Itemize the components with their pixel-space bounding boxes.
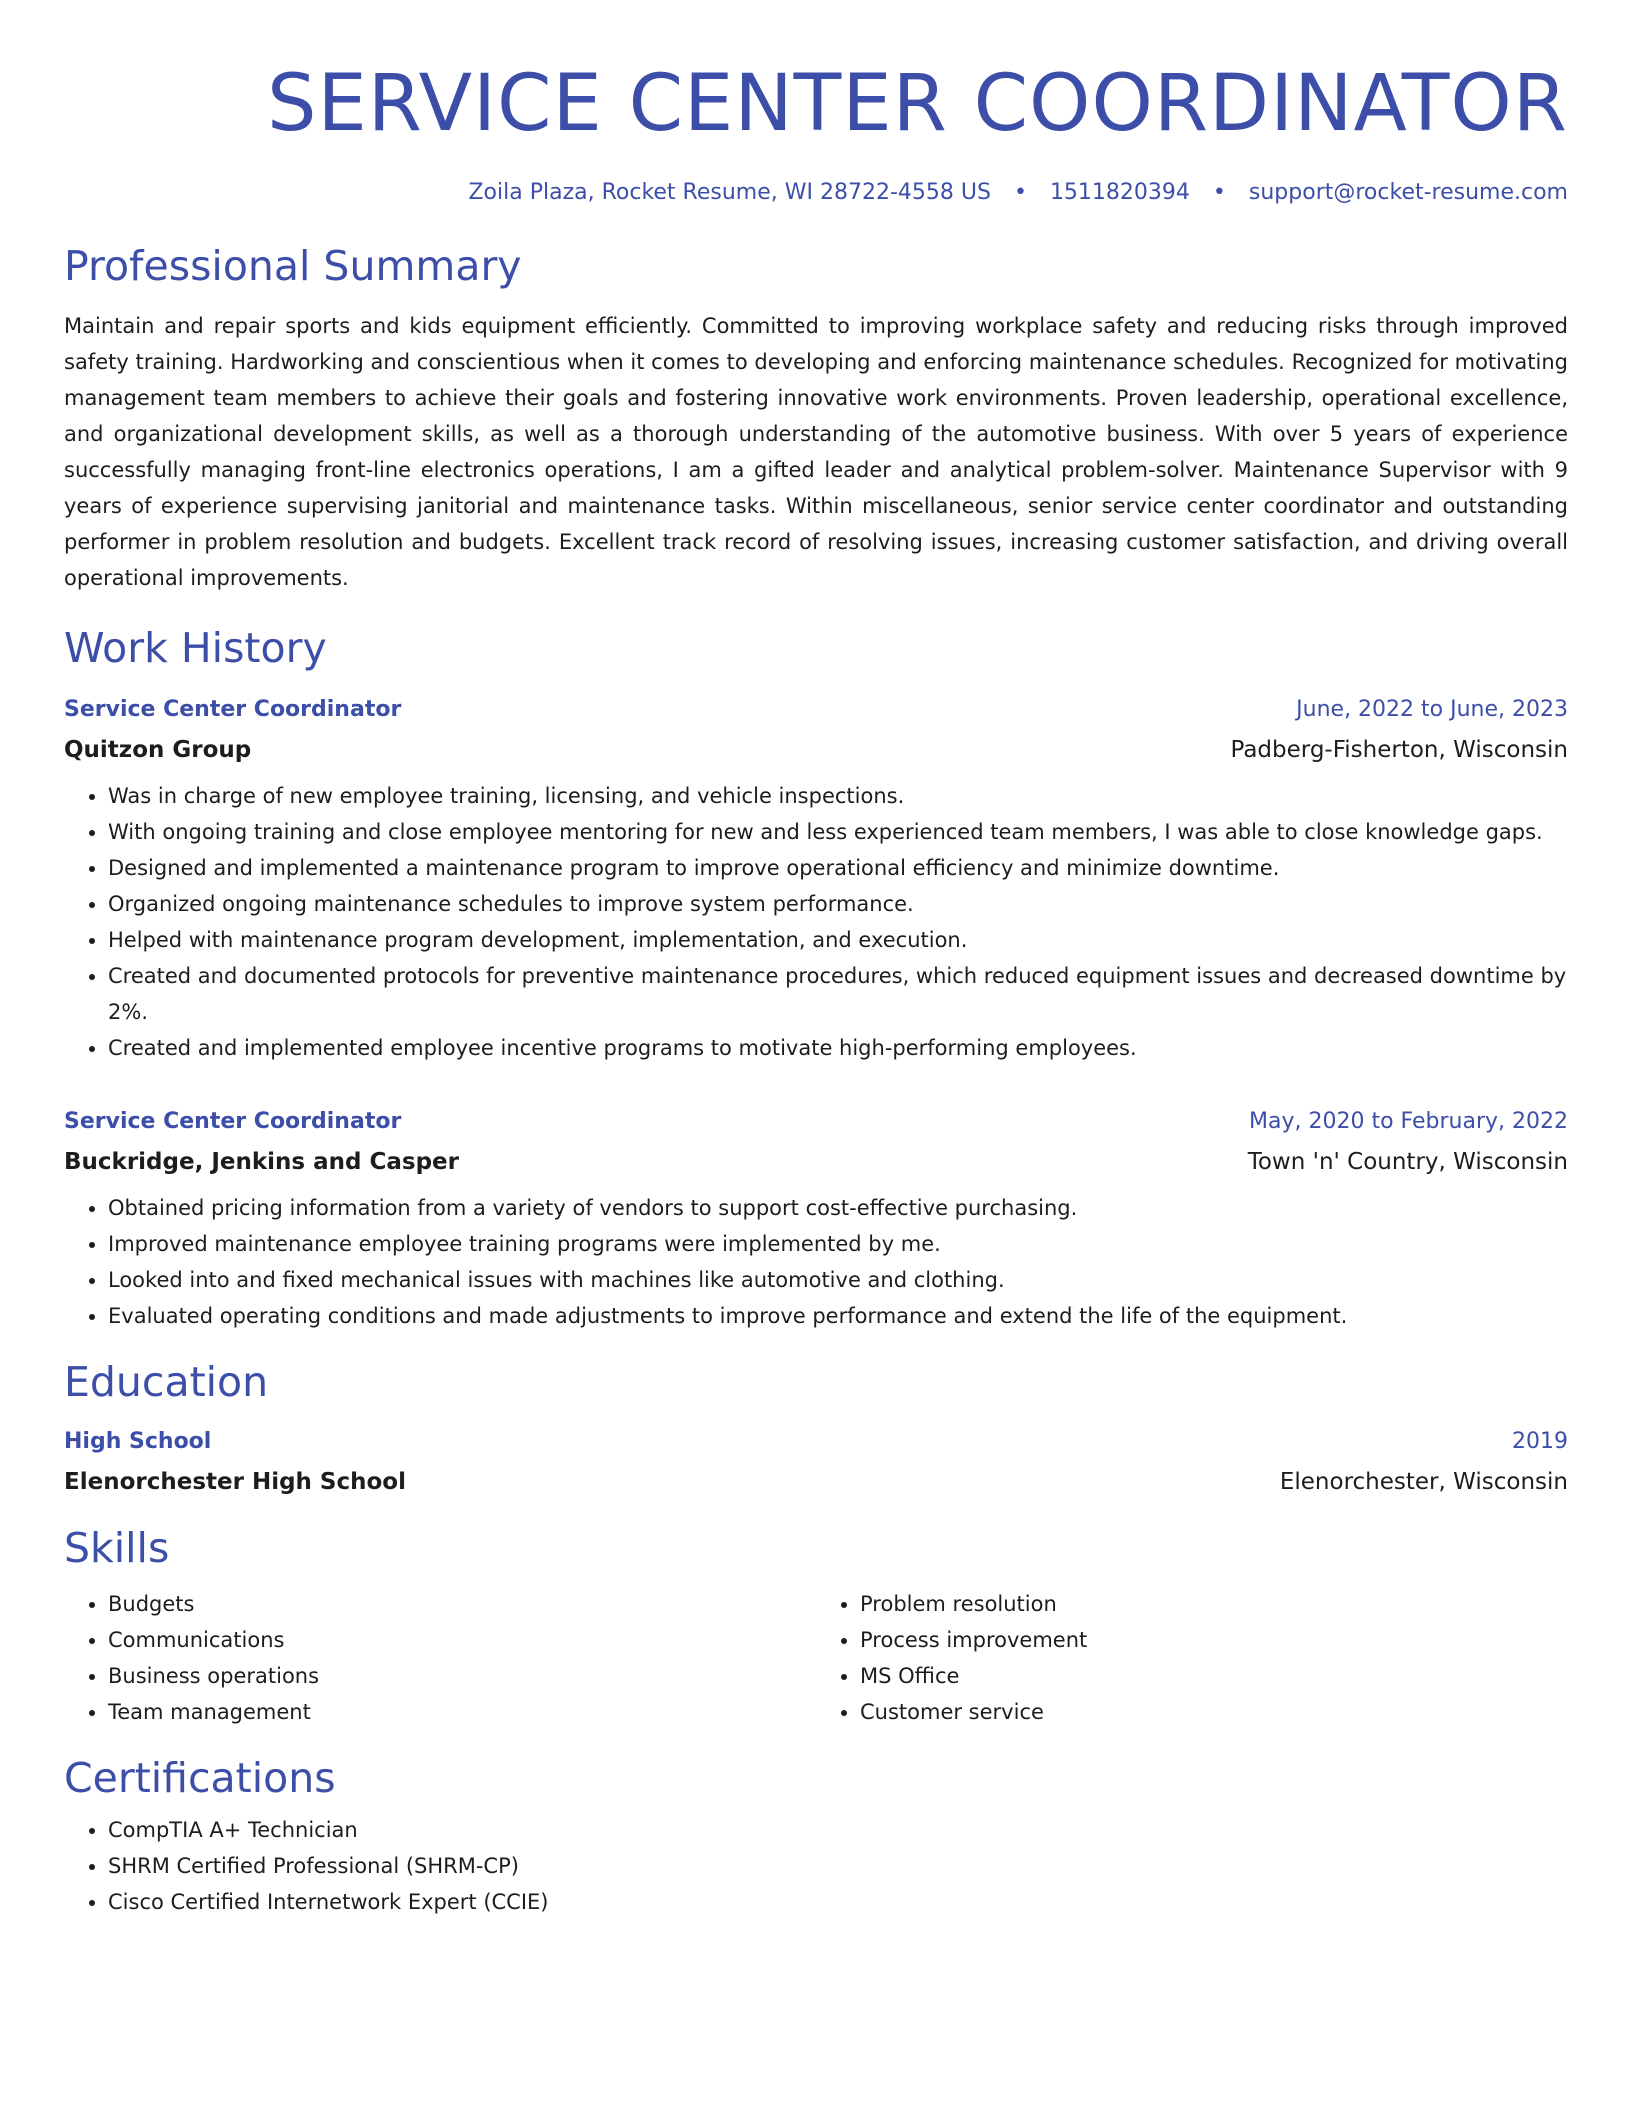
job-bullet-list [64, 1190, 1568, 1334]
job-bullet: • Was in charge of new employee training, licensing, and vehicle inspections. [108, 778, 1568, 814]
job-location: Padberg-Fisherton, Wisconsin [1230, 737, 1568, 763]
job-company-row [64, 1142, 1568, 1182]
candidate-title: SERVICE CENTER COORDINATOR [266, 59, 1568, 149]
job-role-row [64, 690, 1568, 730]
job-entry [64, 690, 1568, 1066]
job-company-row [64, 730, 1568, 770]
section-title-education: Education [64, 1358, 269, 1406]
job-bullet: • Looked into and fixed mechanical issues with machines like automotive and clothing. [108, 1262, 1568, 1298]
job-bullet: • Created and implemented employee incentive programs to motivate high-performing employees. [108, 1030, 1568, 1066]
skill-item: • Problem resolution [860, 1586, 1568, 1622]
section-title-skills: Skills [64, 1524, 170, 1572]
skills-list-right [816, 1586, 1568, 1730]
education-school-row [64, 1462, 1568, 1502]
education-school: Elenorchester High School [64, 1469, 406, 1495]
job-bullet: • Evaluated operating conditions and made adjustments to improve performance and extend the life of the equipment. [108, 1298, 1568, 1334]
contact-email[interactable]: support@rocket-resume.com [1248, 180, 1568, 205]
summary-text: Maintain and repair sports and kids equipment efficiently. Committed to improving workplace safety and reducing risks through improved safety training. Hardworking and conscientious when it comes to developing and enforcing maintenance schedules. Recognized for motivating management team members to achieve their goals and fostering innovative work environments. Proven leadership, operational excellence, and organizational development skills, as well as a thorough understanding of the automotive business. With over 5 years of experience successfully managing front-line electronics operations, I am a gifted leader and analytical problem-solver. Maintenance Supervisor with 9 years of experience supervising janitorial and maintenance tasks. Within miscellaneous, senior service center coordinator and outstanding performer in problem resolution and budgets. Excellent track record of resolving issues, increasing customer satisfaction, and driving overall operational improvements. [64, 314, 1568, 590]
education-degree-row [64, 1422, 1568, 1462]
education-location: Elenorchester, Wisconsin [1279, 1469, 1568, 1495]
job-role: Service Center Coordinator [64, 697, 402, 722]
contact-separator: • [1013, 180, 1027, 205]
job-bullet: • Organized ongoing maintenance schedules to improve system performance. [108, 886, 1568, 922]
job-bullet: • Designed and implemented a maintenance program to improve operational efficiency and minimize downtime. [108, 850, 1568, 886]
job-bullet: • With ongoing training and close employee mentoring for new and less experienced team members, I was able to close knowledge gaps. [108, 814, 1568, 850]
skill-item: • Communications [108, 1622, 816, 1658]
job-bullet: • Created and documented protocols for preventive maintenance procedures, which reduced equipment issues and decreased downtime by 2%. [108, 958, 1568, 1030]
section-title-summary: Professional Summary [64, 242, 522, 290]
job-role: Service Center Coordinator [64, 1109, 402, 1134]
certification-item: • SHRM Certified Professional (SHRM-CP) [108, 1848, 1568, 1884]
contact-separator: • [1212, 180, 1226, 205]
certification-item: • Cisco Certified Internetwork Expert (CCIE) [108, 1884, 1568, 1920]
job-dates: May, 2020 to February, 2022 [1249, 1109, 1568, 1134]
job-role-row [64, 1102, 1568, 1142]
contact-address: Zoila Plaza, Rocket Resume, WI 28722-4558 US [468, 180, 991, 205]
section-title-certifications: Certifications [64, 1754, 336, 1802]
job-company: Quitzon Group [64, 737, 252, 763]
contact-line [64, 178, 1568, 208]
skill-item: • Business operations [108, 1658, 816, 1694]
work-history-section [64, 622, 1568, 1334]
education-degree: High School [64, 1429, 212, 1454]
skill-item: • Budgets [108, 1586, 816, 1622]
skill-item: • MS Office [860, 1658, 1568, 1694]
education-entry [64, 1422, 1568, 1502]
resume-header [64, 56, 1568, 208]
job-location: Town 'n' Country, Wisconsin [1247, 1149, 1568, 1175]
job-entry [64, 1102, 1568, 1334]
job-bullet: • Helped with maintenance program development, implementation, and execution. [108, 922, 1568, 958]
skill-item: • Process improvement [860, 1622, 1568, 1658]
skills-grid [64, 1586, 1568, 1730]
skill-item: • Customer service [860, 1694, 1568, 1730]
section-title-work-history: Work History [64, 624, 327, 672]
job-dates: June, 2022 to June, 2023 [1296, 697, 1568, 722]
education-year: 2019 [1512, 1429, 1568, 1454]
skills-section [64, 1522, 1568, 1730]
certification-item: • CompTIA A+ Technician [108, 1812, 1568, 1848]
certifications-section [64, 1752, 1568, 1920]
skills-list-left [64, 1586, 816, 1730]
job-bullet: • Improved maintenance employee training programs were implemented by me. [108, 1226, 1568, 1262]
skill-item: • Team management [108, 1694, 816, 1730]
job-bullet-list [64, 778, 1568, 1066]
contact-phone: 1511820394 [1049, 180, 1190, 205]
summary-section [64, 240, 1568, 596]
job-company: Buckridge, Jenkins and Casper [64, 1149, 459, 1175]
certifications-list [64, 1812, 1568, 1920]
job-bullet: • Obtained pricing information from a variety of vendors to support cost-effective purchasing. [108, 1190, 1568, 1226]
education-section [64, 1356, 1568, 1502]
